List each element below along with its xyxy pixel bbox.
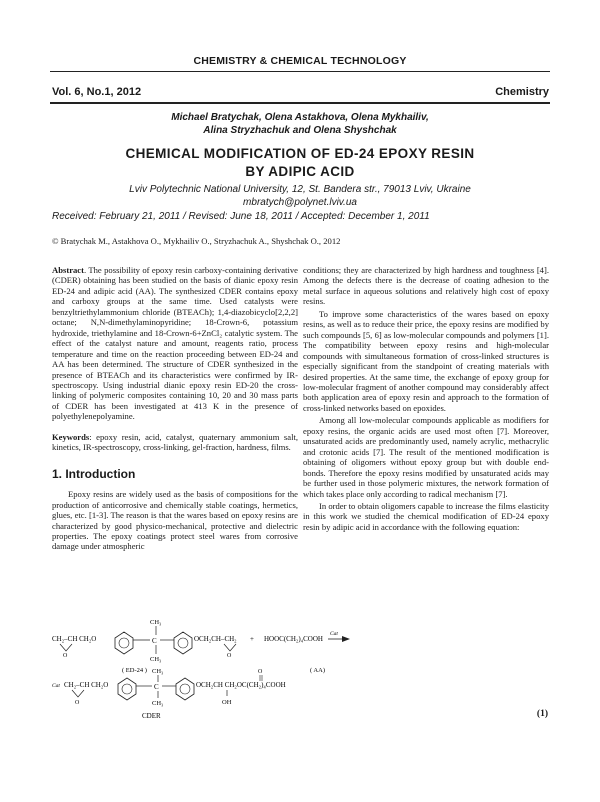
right-column <box>303 265 549 532</box>
adipic-acid-formula: HOOC(CH₂)₄COOH <box>264 635 323 643</box>
authors-line-1: Michael Bratychak, Olena Astakhova, Olena Mykhailiv, <box>171 112 429 123</box>
article-title <box>0 145 600 181</box>
epoxide-oxygen-right: O <box>227 653 232 659</box>
copyright: © Bratychak M., Astakhova O., Mykhailiv O., Stryzhachuk A., Shyshchak O., 2012 <box>52 236 341 246</box>
reaction-arrow-head <box>342 636 350 642</box>
authors-line-2: Alina Stryzhachuk and Olena Shyshchak <box>203 125 397 136</box>
right-paragraph-1: conditions; they are characterized by high hardness and toughness [4]. Among the defects there is the decrease of coating adhesion to the metal surface in aqueous solutions and relatively high cost of epoxy resins. <box>303 265 549 307</box>
intro-heading: 1. Introduction <box>52 466 136 481</box>
affiliation <box>0 183 600 209</box>
keywords-text: : epoxy resin, acid, catalyst, quaternary ammonium salt, kinetics, IR-spectroscopy, cross-linking, gel-fraction, hardness, films. <box>52 431 298 453</box>
ch3-bottom: CH₃ <box>150 656 162 663</box>
epoxide-group-product: CH₂–CH CH₂O <box>64 681 109 689</box>
cder-label: CDER <box>142 712 161 720</box>
title-line-1: CHEMICAL MODIFICATION OF ED-24 EPOXY RESIN <box>125 146 475 161</box>
reaction-scheme <box>52 608 552 720</box>
header-rule-top <box>50 71 550 72</box>
plus-sign: + <box>250 635 254 643</box>
quaternary-carbon-2: C <box>154 683 159 691</box>
right-paragraph-2: To improve some characteristics of the wares based on epoxy resins, as well as to reduce their price, the epoxy resins are modified by such compounds [5, 6] as low-molecular compounds and polymers [1]. The compatibility between epoxy resins and high-molecular compounds with simultaneous formation of cross-linked structures is especially significant from the standpoint of creating materials with desired properties. At the same time, the exchange of epoxy group for low-molecular fragment of another compound may considerably affect both application area of epoxy resin and approach to the formation of cross-linked networks based on epoxides. <box>303 308 549 413</box>
epoxide-oxygen-product: O <box>75 700 80 706</box>
affiliation-address: Lviv Polytechnic National University, 12, St. Bandera str., 79013 Lviv, Ukraine <box>129 184 471 195</box>
article-dates: Received: February 21, 2011 / Revised: June 18, 2011 / Accepted: December 1, 2011 <box>52 211 430 222</box>
authors <box>0 111 600 137</box>
aa-label: ( AA) <box>310 667 325 674</box>
left-column <box>52 265 298 552</box>
epoxide-ring-right <box>224 644 236 651</box>
catalyst-label-1: Cat <box>330 631 338 637</box>
abstract <box>52 265 298 422</box>
hydroxyl-group: OH <box>222 699 232 706</box>
header-rule-bottom <box>50 102 550 104</box>
abstract-label: Abstract <box>52 265 84 275</box>
epoxide-group-left: CH₂–CH CH₂O <box>52 635 97 643</box>
intro-paragraph: Epoxy resins are widely used as the basis of compositions for the production of anticorrosive and chemically stable coatings, hermetics, glues, etc. [1-3]. The reason is that the wares based on epoxy resins are characterized by good physico-mechanical, protective and dielectric properties. The epoxy coatings protect steel wares from corrosive damage under atmospheric <box>52 489 298 552</box>
benzene-ring-2 <box>174 632 192 654</box>
author-email[interactable]: mbratych@polynet.lviv.ua <box>243 197 357 208</box>
benzene-ring-1 <box>115 632 133 654</box>
keywords-label: Keywords <box>52 431 90 442</box>
right-paragraph-4: In order to obtain oligomers capable to increase the films elasticity in this work we studied the chemical modification of ED-24 epoxy resin by adipic acid in accordance with the following equation: <box>303 500 549 532</box>
abstract-text: . The possibility of epoxy resin carboxy-containing derivative (CDER) obtaining has been studied on the basis of dianic epoxy resin ED-24 and adipic acid (AA). The synthesized CDER contains epoxy and carboxy groups at the same time. Used catalysts were benzyltriethylammonium chloride (BTEACh); 1,4-diazobicyclo[2,2,2] octane; N,N-dimethylaminopyridine; 18-Crown-6, potassium hydroxide, triethylamine and 18-Crown-6+ZnCl₂ catalytic system. The effect of the catalyst nature and amount, reagents ratio, process temperature and time on the reaction proceeding between ED-24 and AA has been determined. The structure of CDER synthesized in the presence of BTEACh and its characteristics were confirmed by IR-spectroscopy. Using industrial dianic epoxy resin ED-20 the cross-linking of polymeric composites containing 10, 20 and 30 mass parts of CDER has been investigated at 413 K in the presence of polyethylenepolyamine. <box>52 265 298 422</box>
epoxide-ring-product <box>72 690 84 697</box>
ch3-top-2: CH₃ <box>152 668 164 675</box>
aromatic-circle-3 <box>122 684 132 694</box>
benzene-ring-3 <box>118 678 136 700</box>
ch3-top: CH₃ <box>150 619 162 626</box>
title-line-2: BY ADIPIC ACID <box>245 164 355 179</box>
section-label: Chemistry <box>495 86 549 98</box>
ed24-label: ( ED-24 ) <box>122 667 147 674</box>
quaternary-carbon-1: C <box>152 637 157 645</box>
equation-number: (1) <box>536 709 548 719</box>
carbonyl-oxygen: O <box>258 669 263 675</box>
volume-label: Vol. 6, No.1, 2012 <box>52 86 142 98</box>
epoxide-oxygen-left: O <box>63 653 68 659</box>
aromatic-circle-4 <box>180 684 190 694</box>
journal-name: CHEMISTRY & CHEMICAL TECHNOLOGY <box>193 55 407 67</box>
ether-epoxide-right: OCH₂CH–CH₂ <box>194 635 237 643</box>
catalyst-label-2: Cat <box>52 683 60 689</box>
ester-chain: OCH₂CH CH₂OC(CH₂)₄COOH <box>196 681 286 689</box>
aromatic-circle-2 <box>178 638 188 648</box>
epoxide-ring-left <box>60 644 72 651</box>
aromatic-circle-1 <box>119 638 129 648</box>
ch3-bottom-2: CH₃ <box>152 700 164 707</box>
right-paragraph-3: Among all low-molecular compounds applicable as modifiers for epoxy resins, the organic acids are used most often [7]. Moreover, unsaturated acids are predominantly used, namely acrylic, methacrylic and crotonic acids [7]. The result of the mentioned modification is obtaining of oligomers without epoxy group but with double end-bonds. Therefore the epoxy resins modified by unsaturated acids may be further used in those polymeric mixtures, the network formation of which takes place only according to radical mechanism [7]. <box>303 415 549 499</box>
keywords <box>52 432 298 453</box>
benzene-ring-4 <box>176 678 194 700</box>
